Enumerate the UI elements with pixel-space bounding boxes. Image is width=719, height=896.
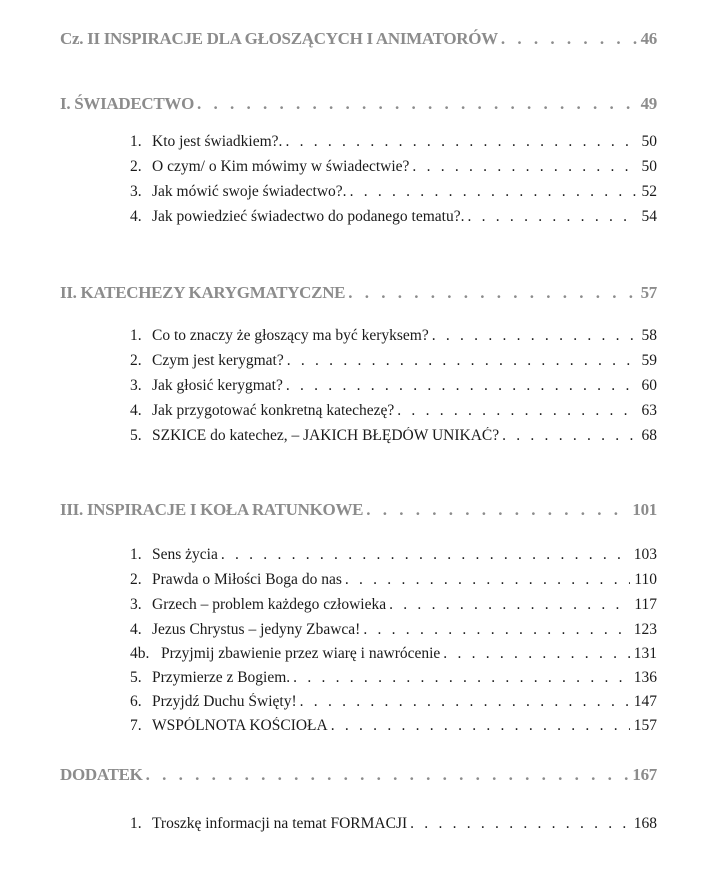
dot-leader (501, 29, 637, 49)
entry-number: 4. (130, 621, 142, 638)
entry-text: Kto jest świadkiem?. (152, 133, 283, 150)
dot-leader (350, 183, 638, 201)
entry-number: 2. (130, 352, 142, 369)
entry-text: Co to znaczy że głoszący ma być keryksem? (152, 327, 429, 344)
entry-page: 136 (633, 669, 657, 686)
entry-number: 1. (130, 133, 142, 150)
entry-text: SZKICE do katechez, – JAKICH BŁĘDÓW UNIKAĆ? (152, 427, 500, 444)
toc-entry (130, 327, 657, 345)
heading-page: 49 (640, 94, 657, 113)
dot-leader (285, 133, 637, 151)
entry-page: 131 (633, 645, 657, 662)
toc-heading-inspiracje (60, 500, 657, 520)
entry-number: 1. (130, 815, 142, 832)
entry-text: Sens życia (152, 546, 218, 563)
toc-entry (130, 645, 657, 663)
heading-title: I. ŚWIADECTWO (60, 94, 195, 113)
entry-page: 168 (633, 815, 657, 832)
entry-page: 103 (633, 546, 657, 563)
heading-page: 46 (640, 29, 657, 48)
entry-page: 117 (634, 596, 657, 613)
entry-text: Czym jest kerygmat? (152, 352, 284, 369)
entry-text: Przyjdź Duchu Święty! (152, 693, 297, 710)
heading-page: 167 (632, 765, 657, 784)
dot-leader (348, 283, 636, 303)
entry-number: 7. (130, 717, 142, 734)
entry-page: 59 (641, 352, 657, 369)
toc-entry (130, 693, 657, 711)
toc-entry (130, 183, 657, 201)
toc-entry (130, 596, 657, 614)
dot-leader (412, 158, 637, 176)
toc-entry (130, 158, 657, 176)
dot-leader (287, 352, 638, 370)
dot-leader (331, 717, 630, 735)
entry-number: 2. (130, 571, 142, 588)
dot-leader (410, 815, 630, 833)
entry-page: 54 (641, 208, 657, 225)
entry-text: Jak głosić kerygmat? (152, 377, 283, 394)
entry-page: 52 (641, 183, 657, 200)
entry-text: Grzech – problem każdego człowieka (152, 596, 387, 613)
toc-entry (130, 427, 657, 445)
dot-leader (286, 377, 638, 395)
toc-heading-katechezy (60, 283, 657, 303)
entry-number: 3. (130, 377, 142, 394)
entry-page: 110 (634, 571, 657, 588)
heading-page: 101 (632, 500, 657, 519)
toc-heading-part-2 (60, 29, 657, 49)
toc-entry (130, 815, 657, 833)
entry-number: 4. (130, 208, 142, 225)
entry-number: 6. (130, 693, 142, 710)
entry-number: 5. (130, 669, 142, 686)
entry-text: Prawda o Miłości Boga do nas (152, 571, 342, 588)
heading-title: Cz. II INSPIRACJE DLA GŁOSZĄCYCH I ANIMATORÓW (60, 29, 498, 48)
entry-page: 147 (633, 693, 657, 710)
dot-leader (397, 402, 637, 420)
entry-text: Jak mówić swoje świadectwo?. (152, 183, 347, 200)
entry-page: 50 (641, 158, 657, 175)
dot-leader (363, 621, 629, 639)
entry-text: Jak powiedzieć świadectwo do podanego tematu?. (152, 208, 465, 225)
dot-leader (146, 765, 629, 785)
entry-text: Jak przygotować konkretną katechezę? (152, 402, 395, 419)
entry-page: 63 (641, 402, 657, 419)
toc-entry (130, 133, 657, 151)
heading-title: DODATEK (60, 765, 143, 784)
entry-page: 68 (641, 427, 657, 444)
toc-entry (130, 208, 657, 226)
entry-page: 50 (641, 133, 657, 150)
entry-number: 3. (130, 183, 142, 200)
heading-title: II. KATECHEZY KARYGMATYCZNE (60, 283, 346, 302)
entry-number: 1. (130, 327, 142, 344)
toc-entry (130, 571, 657, 589)
entry-page: 58 (641, 327, 657, 344)
heading-page: 57 (640, 283, 657, 302)
toc-heading-swiadectwo (60, 94, 657, 114)
dot-leader (502, 427, 637, 445)
dot-leader (300, 693, 630, 711)
entry-text: Troszkę informacji na temat FORMACJI (152, 815, 408, 832)
dot-leader (432, 327, 638, 345)
entry-number: 2. (130, 158, 142, 175)
entry-text: O czym/ o Kim mówimy w świadectwie? (152, 158, 410, 175)
toc-heading-dodatek (60, 765, 657, 785)
toc-entry (130, 546, 657, 564)
dot-leader (221, 546, 630, 564)
entry-number: 4. (130, 402, 142, 419)
entry-page: 60 (641, 377, 657, 394)
dot-leader (293, 669, 630, 687)
entry-text: Przyjmij zbawienie przez wiarę i nawrócenie (161, 645, 441, 662)
dot-leader (443, 645, 629, 663)
dot-leader (197, 94, 637, 114)
dot-leader (345, 571, 630, 589)
toc-entry (130, 377, 657, 395)
entry-number: 1. (130, 546, 142, 563)
toc-entry (130, 621, 657, 639)
dot-leader (389, 596, 630, 614)
entry-text: WSPÓLNOTA KOŚCIOŁA (152, 717, 328, 734)
toc-entry (130, 402, 657, 420)
dot-leader (366, 500, 628, 520)
entry-number: 5. (130, 427, 142, 444)
entry-text: Przymierze z Bogiem. (152, 669, 291, 686)
toc-entry (130, 669, 657, 687)
entry-page: 123 (633, 621, 657, 638)
entry-page: 157 (633, 717, 657, 734)
entry-number: 4b. (130, 645, 150, 662)
entry-number: 3. (130, 596, 142, 613)
dot-leader (467, 208, 637, 226)
toc-entry (130, 717, 657, 735)
entry-text: Jezus Chrystus – jedyny Zbawca! (152, 621, 361, 638)
heading-title: III. INSPIRACJE I KOŁA RATUNKOWE (60, 500, 364, 519)
toc-entry (130, 352, 657, 370)
